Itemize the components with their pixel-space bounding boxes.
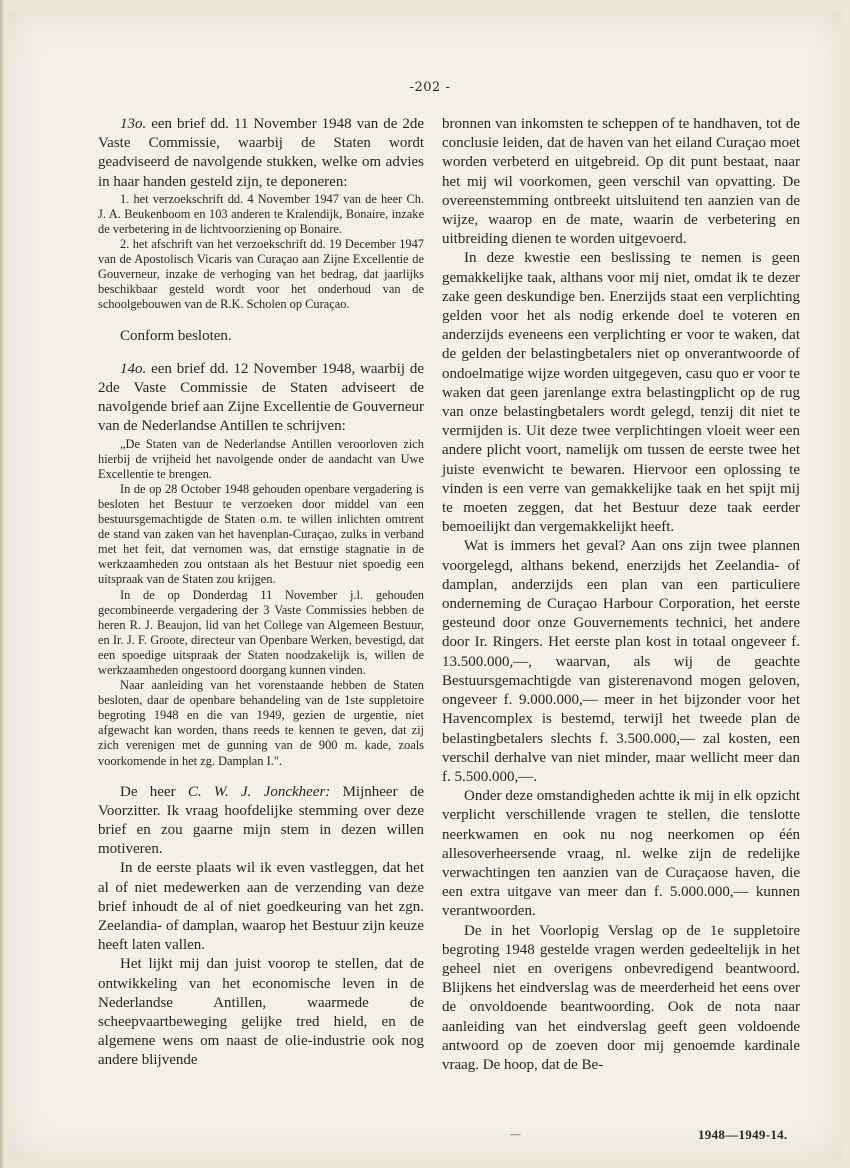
item-13-number: 13o. xyxy=(120,116,147,132)
item-13-paragraph: 13o. een brief dd. 11 November 1948 van de 2de Vaste Commissie, waarbij de Staten wordt geadviseerd de navolgende stukken, welke om advies in haar handen gesteld zijn, te deponeren: xyxy=(98,116,424,190)
right-paragraph-2: In deze kwestie een beslissing te nemen is geen gemakkelijke taak, althans voor mij niet, omdat ik te dezer zake geen deskundige ben. Enerzijds staat een verplichting gelden voor het als nodig erkende doel te voteren en anderzijds eveneens een verplichting er voor te waken, dat de gelden der belastingbetalers niet op onverantwoorde of ondoelmatige wijze worden uitgegeven, casu quo er voor te waken dat geen jarenlange extra belastingplicht op de rug van onze belastingbetalers wordt gelegd, tenzij dit niet te vermijden is. Uit deze twee verplichtingen vloeit weer een andere plicht voort, namelijk om tussen de eerste twee het juiste evenwicht te bewaren. Hiervoor een oplossing te vinden is een verre van gemakkelijke taak en het spijt mij te moeten zeggen, dat het Bestuur deze taak eerder bemoeilijkt dan vergemakkelijkt heeft. xyxy=(442,250,800,536)
binding-edge xyxy=(0,0,4,1168)
right-paragraph-4: Onder deze omstandigheden achtte ik mij in elk opzicht verplicht verschillende vragen te stellen, die tenslotte neerkwamen en ook nu nog neerkomen op één allesoverheersende vraag, nl. welke zijn de redelijke verwachtingen ten aanzien van de Curaçaose haven, die een extra uitgave van meer dan f. 5.000.000,— kunnen verantwoorden. xyxy=(442,788,800,920)
page-number: -202 - xyxy=(409,80,451,95)
right-paragraph-1: bronnen van inkomsten te scheppen of te handhaven, tot de conclusie leiden, dat de haven van het eiland Curaçao moet worden verbeterd en uitgebreid. Op dit punt bestaat, naar het mij wil voorkomen, geen verschil van opvatting. De overeenstemming ontbreekt uitsluitend ten aanzien van de wijze, waarop en de mate, waarin de verbetering en uitbreiding dienen te worden uitgevoerd. xyxy=(442,116,800,248)
right-paragraph-5: De in het Voorlopig Verslag op de 1e suppletoire begroting 1948 gestelde vragen werden gedeeltelijk in het geheel niet en overigens onbevredigend beantwoord. Blijkens het eindverslag was de meerderheid het eens over de onvoldoende beantwoording. Ook de nota naar aanleiding van het eindverslag geeft geen voldoende antwoord op de zoeven door mij genoemde kardinale vraag. De hoop, dat de Be- xyxy=(442,922,800,1073)
decision-conform: Conform besloten. xyxy=(120,327,232,344)
enclosure-2: 2. het afschrift van het verzoekschrift dd. 19 December 1947 van de Apostolisch Vicaris van Curaçao aan Zijne Excellentie de Gouverneur, inzake de verhoging van het bedrag, dat jaarlijks beschikbaar gesteld wordt voor het onderhoud van de schoolgebouwen van de R.K. Scholen op Curaçao. xyxy=(98,237,424,312)
footer-mark: — xyxy=(510,1128,521,1141)
speech-paragraph-2: In de eerste plaats wil ik even vastleggen, dat het al of niet medewerken aan de verzending van deze brief inhoudt de al of niet goedkeuring van het zgn. Zeelandia- of damplan, waarop het Bestuur zijn keuze heeft laten vallen. xyxy=(98,860,424,954)
right-column xyxy=(442,115,800,1075)
speaker-name: C. W. J. Jonckheer: xyxy=(187,783,331,800)
right-paragraph-3: Wat is immers het geval? Aan ons zijn twee plannen voorgelegd, althans bekend, enerzijds het Zeelandia- of damplan, anderzijds een plan van een particuliere onderneming de Curaçao Harbour Corporation, het eerste gesteund door onze Gouvernements technici, het andere door Ir. Ringers. Het eerste plan kost in totaal ongeveer f. 13.500.000,—, waarvan, als wij de geachte Bestuursgemachtigde van gisterenavond mogen geloven, ongeveer f. 9.000.000,— meer in het bijzonder voor het Havencomplex is bestemd, terwijl het tweede plan de belastingbetalers slechts f. 3.500.000,— zal kosten, een verschil derhalve van niet minder, maar wellicht meer dan f. 5.500.000,—. xyxy=(442,538,800,785)
speech-intro: De heer C. W. J. Jonckheer: Mijnheer de Voorzitter. Ik vraag hoofdelijke stemming over deze brief en zou gaarne mijn stem in dezen willen motiveren. xyxy=(98,783,424,858)
enclosure-1: 1. het verzoekschrift dd. 4 November 1947 van de heer Ch. J. A. Beukenboom en 103 anderen te Kralendijk, Bonaire, inzake de verbetering in de lichtvoorziening op Bonaire. xyxy=(98,191,424,236)
letter-quote-1: „De Staten van de Nederlandse Antillen veroorloven zich hierbij de vrijheid het navolgende onder de aandacht van Uwe Excellentie te brengen. xyxy=(98,436,424,481)
footer-session: 1948—1949-14. xyxy=(698,1127,788,1142)
item-14-number: 14o. xyxy=(120,360,147,377)
letter-quote-2: In de op 28 October 1948 gehouden openbare vergadering is besloten het Bestuur te verzoeken door middel van een bestuursgemachtigde de Staten o.m. te willen inlichten omtrent de stand van zaken van het havenplan-Curaçao, zulks in verband met het feit, dat vernomen was, dat ernstige stagnatie in de werkzaamheden zou ontstaan als het Bestuur niet spoedig een uitspraak van de Staten zou krijgen. xyxy=(98,481,424,587)
left-column xyxy=(98,115,424,1071)
item-14-paragraph: 14o. een brief dd. 12 November 1948, waarbij de 2de Vaste Commissie de Staten adviseert de navolgende brief aan Zijne Excellentie de Gouverneur van de Nederlandse Antillen te schrijven: xyxy=(98,360,424,435)
letter-quote-4: Naar aanleiding van het vorenstaande hebben de Staten besloten, daar de openbare behandeling van de 1ste suppletoire begroting 1948 en die van 1949, gezien de urgentie, niet afgewacht kan worden, thans reeds te kennen te geven, dat zij zich verenigen met de gunning van de 900 m. kade, zoals voorkomende in het zg. Damplan I.". xyxy=(98,678,424,768)
letter-quote-3: In de op Donderdag 11 November j.l. gehouden gecombineerde vergadering der 3 Vaste Commissies hebben de heren R. J. Beaujon, lid van het College van Algemeen Bestuur, en Ir. J. F. Groote, directeur van Openbare Werken, bevestigd, dat een spoedige uitspraak der Staten noodzakelijk is, willen de werkzaamheden ongestoord doorgang kunnen vinden. xyxy=(98,587,424,677)
speech-paragraph-3: Het lijkt mij dan juist voorop te stellen, dat de ontwikkeling van het economische leven in de Nederlandse Antillen, waarmede de scheepvaartbeweging gelijke tred hield, en de algemene wens om naast de olie-industrie ook nog andere blijvende xyxy=(98,956,424,1069)
